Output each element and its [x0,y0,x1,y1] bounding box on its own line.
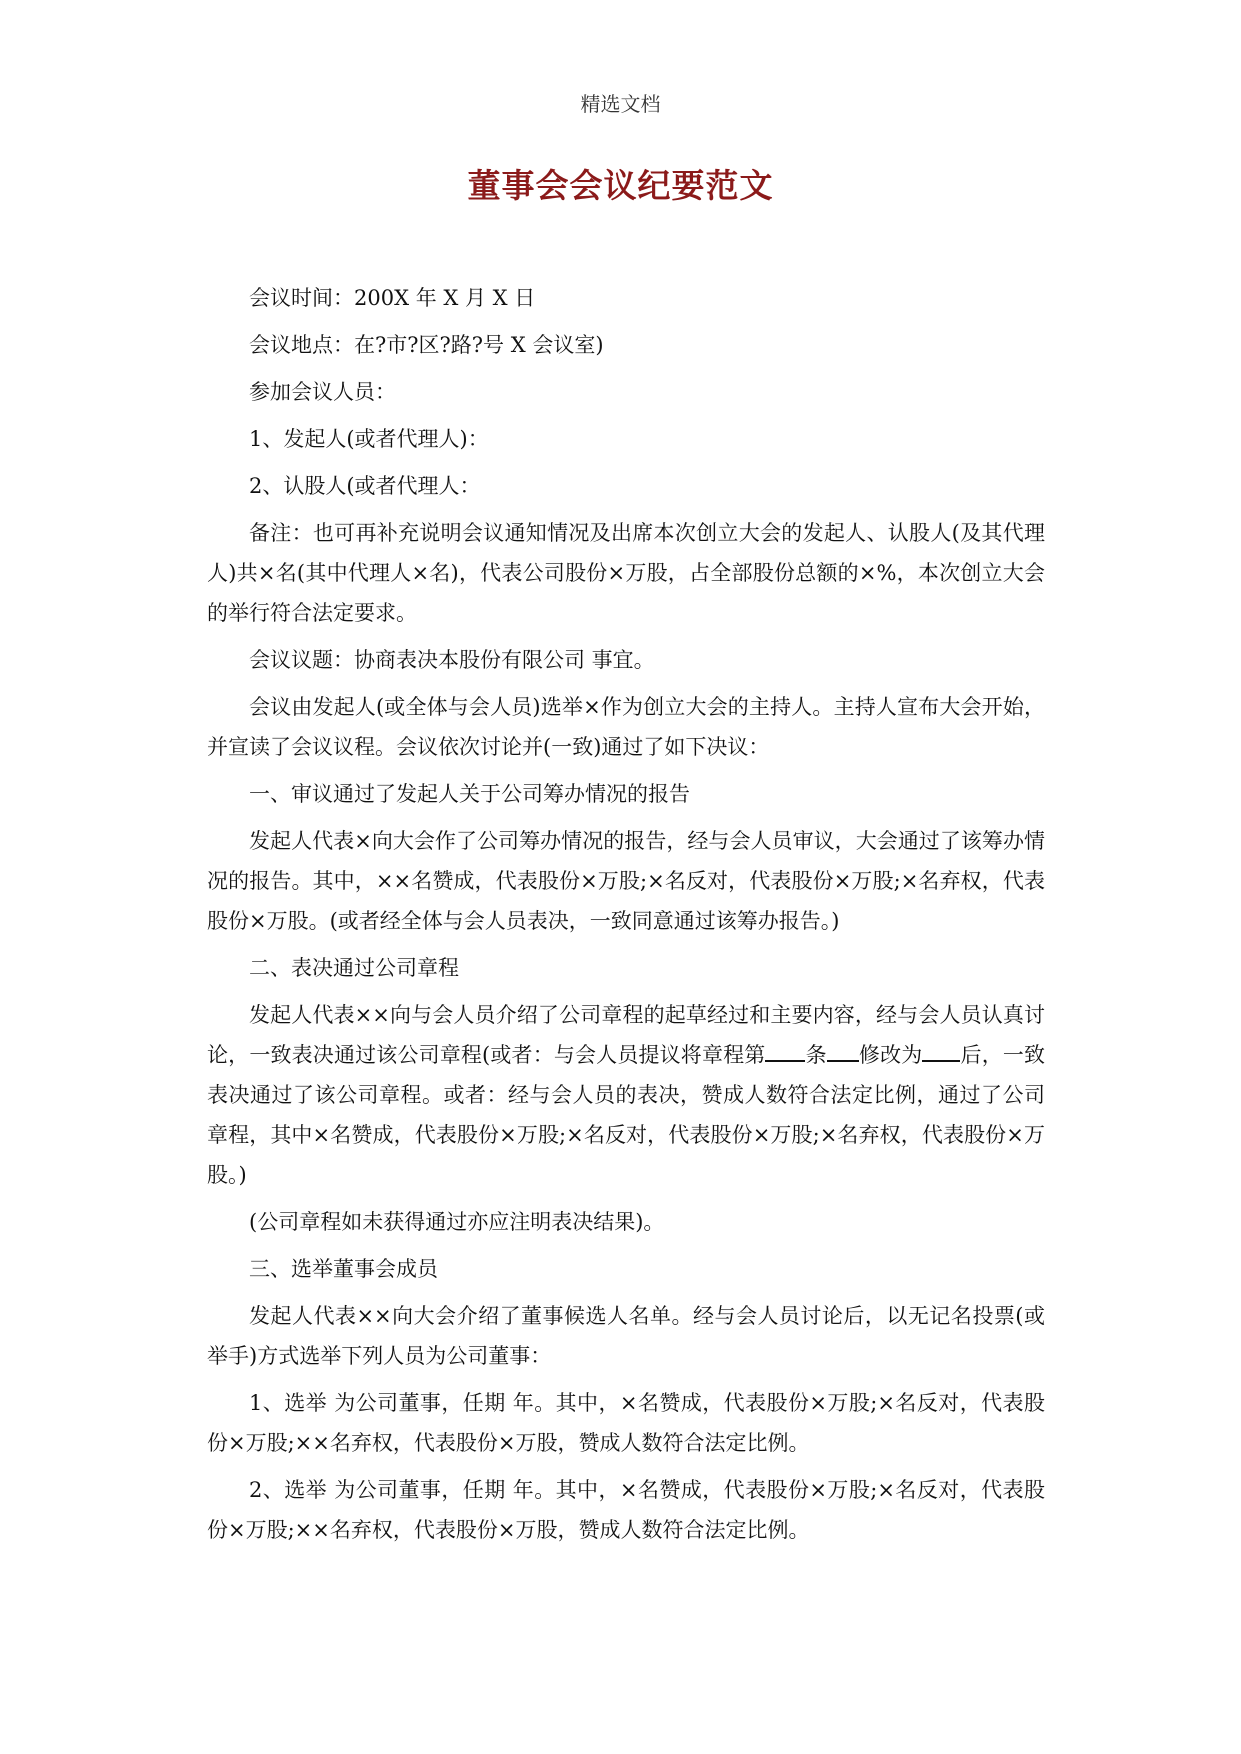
meeting-time: 会议时间：200X 年 X 月 X 日 [249,286,536,310]
section-3-item-1: 1、选举 为公司董事，任期 年。其中，×名赞成，代表股份×万股;×名反对，代表股份×万股;××名弃权，代表股份×万股，赞成人数符合法定比例。 [207,1391,1045,1455]
note-paragraph: 备注：也可再补充说明会议通知情况及出席本次创立大会的发起人、认股人(及其代理人)共×名(其中代理人×名)，代表公司股份×万股，占全部股份总额的×%，本次创立大会的举行符合法定要求。 [207,521,1045,625]
meeting-topic: 会议议题：协商表决本股份有限公司 事宜。 [249,648,655,672]
fill-blank-clause [827,1037,859,1062]
document-body [207,278,1045,1557]
section-3-item-2: 2、选举 为公司董事，任期 年。其中，×名赞成，代表股份×万股;×名反对，代表股份×万股;××名弃权，代表股份×万股，赞成人数符合法定比例。 [207,1478,1045,1542]
section-3-heading: 三、选举董事会成员 [249,1257,438,1281]
section-2-body [207,995,1045,1195]
section-2-body-part-2: 条 [805,1043,827,1067]
meeting-place: 会议地点：在?市?区?路?号 X 会议室) [249,333,604,357]
attendee-item-1: 1、发起人(或者代理人)： [249,427,489,451]
section-2-body-part-1: 发起人代表××向与会人员介绍了公司章程的起草经过和主要内容，经与会人员认真讨论，一致表决通过该公司章程(或者：与会人员提议将章程第 [207,1003,1045,1067]
section-2-heading: 二、表决通过公司章程 [249,956,459,980]
fill-blank-amendment [922,1037,960,1062]
section-2-body-part-3: 修改为 [858,1043,923,1067]
section-1-body: 发起人代表×向大会作了公司筹办情况的报告，经与会人员审议，大会通过了该筹办情况的报告。其中，××名赞成，代表股份×万股;×名反对，代表股份×万股;×名弃权，代表股份×万股。(或者经全体与会人员表决，一致同意通过该筹办报告。) [207,829,1045,933]
section-2-body-part-4: 后，一致表决通过了该公司章程。或者：经与会人员的表决，赞成人数符合法定比例，通过了公司章程，其中×名赞成，代表股份×万股;×名反对，代表股份×万股;×名弃权，代表股份×万股。) [207,1043,1046,1187]
section-2-note: (公司章程如未获得通过亦应注明表决结果)。 [249,1210,665,1234]
intro-paragraph: 会议由发起人(或全体与会人员)选举×作为创立大会的主持人。主持人宣布大会开始，并宣读了会议议程。会议依次讨论并(一致)通过了如下决议： [207,695,1045,759]
header-label: 精选文档 [580,92,661,116]
section-3-body: 发起人代表××向大会介绍了董事候选人名单。经与会人员讨论后，以无记名投票(或举手)方式选举下列人员为公司董事： [207,1304,1045,1368]
document-title: 董事会会议纪要范文 [467,166,774,205]
fill-blank-article [765,1037,805,1062]
section-1-heading: 一、审议通过了发起人关于公司筹办情况的报告 [249,782,690,806]
attendee-item-2: 2、认股人(或者代理人： [249,474,481,498]
attendees-label: 参加会议人员： [249,380,396,404]
